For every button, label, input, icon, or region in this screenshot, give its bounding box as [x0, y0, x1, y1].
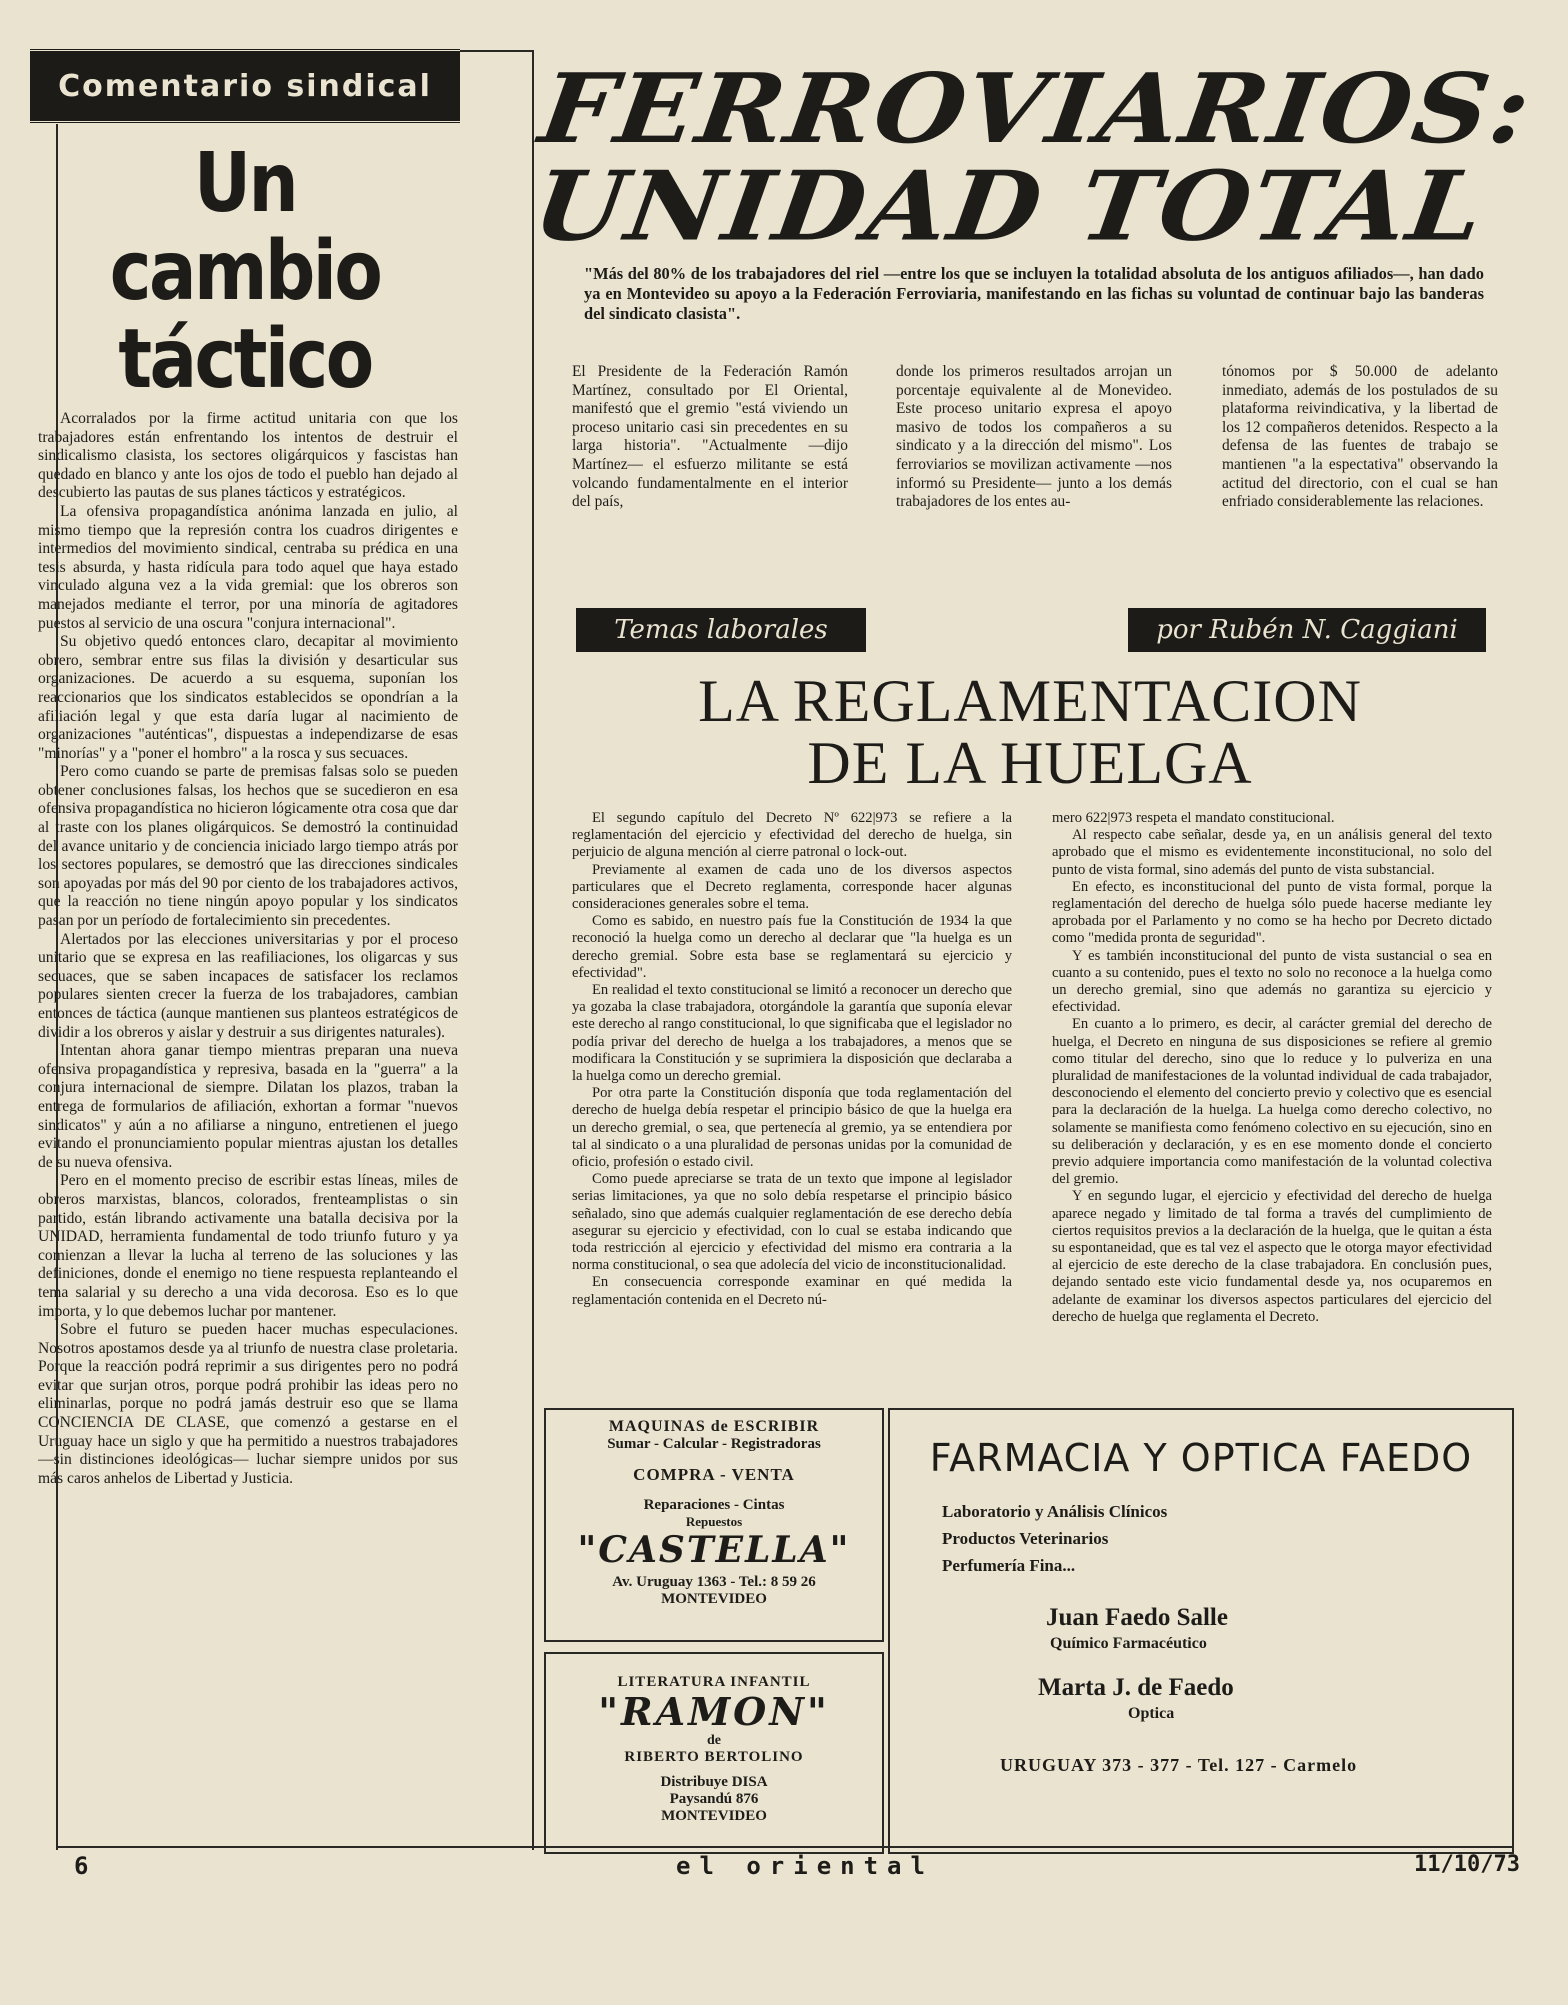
- paragraph: Y es también inconstitucional del punto de vista sustancial o sea en cuanto a su contenido, pues el texto no solo no reconoce a la huelga como un derecho gremial, sino que además no garantiza su ejercicio y efectividad.: [1052, 947, 1492, 1016]
- article-title: [560, 670, 1500, 794]
- ad-city: MONTEVIDEO: [661, 1591, 767, 1607]
- paragraph: Pero en el momento preciso de escribir estas líneas, miles de obreros marxistas, blancos, colorados, frenteamplistas o sin partido, están librando activamente una batalla decisiva por la UNIDAD, herramienta fundamental de todo triunfo futuro y ya comienzan a llevar la lucha al terreno de las soluciones y las definiciones, donde el enemigo no tiene respuesta replanteando el tema salarial y su derecho a una vida decorosa. Eso es lo que importa, y lo que debemos luchar por mantener.: [38, 1172, 458, 1320]
- ad-line: Distribuye DISA: [660, 1774, 768, 1790]
- ad-line: Sumar - Calcular - Registradoras: [607, 1436, 821, 1452]
- paragraph: La ofensiva propagandística anónima lanzada en julio, al mismo tiempo que la represión contra los cuadros dirigentes e intermedios del movimiento sindical, centraba su prédica en una tesis absurda, y hasta ridícula para todo aquel que haya estado vinculado alguna vez a la vida gremial: que los obreros son manejados mediante el terror, por una minoría de agitadores puestos al servicio de una oscura "conjura internacional".: [38, 502, 458, 632]
- ad-line: LITERATURA INFANTIL: [617, 1674, 811, 1690]
- paragraph: El segundo capítulo del Decreto Nº 622|973 se refiere a la reglamentación del ejercicio y efectividad del derecho de huelga, sin perjuicio de alguna mención al cierre patronal o lock-out.: [572, 810, 1012, 861]
- paragraph: Al respecto cabe señalar, desde ya, en un análisis general del texto aprobado que el mismo es evidentemente inconstitucional, no solo del punto de vista formal, sino además del punto de vista substancial.: [1052, 827, 1492, 878]
- ad-person-name: Marta J. de Faedo: [1038, 1674, 1234, 1701]
- left-headline: [69, 136, 422, 407]
- paragraph: Acorralados por la firme actitud unitaria con que los trabajadores están enfrentando los intentos de destruir el sindicalismo clasista, los sectores oligárquicos y fascistas han quedado en blanco y ante los ojos de todo el pueblo han dejado al descubierto las pautas de sus planes tácticos y estratégicos.: [38, 410, 458, 502]
- ad-title: FARMACIA Y OPTICA FAEDO: [929, 1436, 1473, 1480]
- paragraph: Intentan ahora ganar tiempo mientras preparan una nueva ofensiva propagandística y represiva, basada en la "guerra" a la conjura internacional de siempre. Dilatan los plazos, traban la entrega de formularios de afiliación, exhortan a formar "nuevos sindicatos" y aún a no afiliarse a ninguno, entretienen el juego evitando el pronunciamiento popular mientras ajustan los detalles de su nueva ofensiva.: [38, 1042, 458, 1171]
- main-headline-line: UNIDAD TOTAL: [526, 149, 1493, 263]
- ad-line: de: [707, 1733, 721, 1748]
- article-title-line: DE LA HUELGA: [807, 730, 1253, 796]
- ad-person-role: Optica: [1128, 1705, 1175, 1722]
- ferro-lead: "Más del 80% de los trabajadores del riel —entre los que se incluyen la totalidad absoluta de los antiguos afiliados—, han dado ya en Montevideo su apoyo a la Federación Ferroviaria, manifestando en las fichas su voluntad de continuar bajo las banderas del sindicato clasista".: [584, 264, 1484, 323]
- ad-address: URUGUAY 373 - 377 - Tel. 127 - Carmelo: [1000, 1755, 1358, 1775]
- ad-line: Repuestos: [685, 1514, 743, 1529]
- ad-brand-name: "RAMON": [598, 1689, 830, 1734]
- ad-service: Perfumería Fina...: [942, 1556, 1076, 1575]
- paragraph: Como puede apreciarse se trata de un texto que impone al legislador serias limitaciones, ya que no solo debía respetarse el principio básico señalado, sino que además cualquier reglamentación de ese derecho debía asegurar su ejercicio y efectividad, con lo cual se estaba indicando que toda restricción al ejercicio y efectividad del mismo era contraria a la norma constitucional, o sea que adolecía del vicio de inconstitucionalidad.: [572, 1171, 1012, 1274]
- ferro-columns: [572, 363, 1498, 563]
- footer-rule: [56, 1846, 1514, 1848]
- ad-line: MAQUINAS de ESCRIBIR: [608, 1418, 820, 1435]
- page-number: 6: [74, 1852, 89, 1880]
- ad-ramon: [544, 1652, 884, 1854]
- left-headline-line: táctico: [118, 312, 372, 407]
- paragraph: Como es sabido, en nuestro país fue la Constitución de 1934 la que reconoció la huelga como un derecho al declarar que "la huelga es un derecho gremial. Sobre esta base se reglamentará su ejercicio y efectividad".: [572, 913, 1012, 981]
- ad-city: MONTEVIDEO: [661, 1808, 767, 1824]
- paragraph: Pero como cuando se parte de premisas falsas solo se pueden obtener conclusiones falsas, los hechos que se sucedieron en esa ofensiva propagandística no hicieron lógicamente otra cosa que dar al traste con los planes oligárquicos. Se demostró la continuidad del avance unitario y de conciencia iniciado largo tiempo atrás por los sectores populares, se demostró que las direcciones sindicales son apoyadas por más del 90 por ciento de los trabajadores activos, que la reacción no tiene ningún apoyo popular y los sindicatos pasan por un período de fortalecimiento sin precedentes.: [38, 763, 458, 930]
- ad-line: Reparaciones - Cintas: [643, 1497, 785, 1513]
- paragraph: En efecto, es inconstitucional del punto de vista formal, porque la reglamentación del derecho de huelga sólo puede hacerse mediante ley aprobada por el Parlamento y no como se ha hecho por Decreto dictado como "medida pronta de seguridad".: [1052, 878, 1492, 947]
- ferro-column-3: tónomos por $ 50.000 de adelanto inmediato, además de los postulados de su plataforma reivindicativa, y la libertad de los 12 compañeros detenidos. Respecto a la defensa de las fuentes de trabajo se mantienen "a la espectativa" observando la actitud del directorio, con el cual se han enfriado considerablemente las relaciones.: [1222, 363, 1498, 511]
- ad-castella: [544, 1408, 884, 1642]
- article-title-line: LA REGLAMENTACION: [698, 668, 1362, 734]
- issue-date: 11/10/73: [1414, 1852, 1520, 1877]
- ad-address: Av. Uruguay 1363 - Tel.: 8 59 26: [612, 1574, 816, 1590]
- byline: por Rubén N. Caggiani: [1128, 608, 1486, 652]
- paragraph: En cuanto a lo primero, es decir, al carácter gremial del derecho de huelga, el Decreto en ninguna de sus disposiciones se refiere al gremio como titular del derecho, sino que lo reduce y lo pulveriza en una pluralidad de manifestaciones de la voluntad individual de cada trabajador, desconociendo el elemento del concierto previo y colectivo que es esencial para la declaración de la huelga. La huelga como derecho colectivo, no solamente se manifiesta como fenómeno colectivo en su ejecución, sino en su deliberación y declaración, y es en ese momento donde el concierto previo adquiere importancia como manifestación de la voluntad colectiva del gremio.: [1052, 1016, 1492, 1188]
- ad-service: Productos Veterinarios: [942, 1529, 1109, 1548]
- huelga-column-2: [1052, 810, 1492, 1400]
- left-article-body: [38, 410, 458, 1850]
- paragraph: Previamente al examen de cada uno de los diversos aspectos particulares que el Decreto reglamenta, corresponde hacer algunas consideraciones generales sobre el tema.: [572, 861, 1012, 913]
- paragraph: Por otra parte la Constitución disponía que toda reglamentación del derecho de huelga debía respetar el principio básico de que la huelga era un derecho gremial, o sea, que pertenecía al gremio, ya se entendiera por tal al sindicato o a una pluralidad de personas unidas por la comunidad de oficio, profesión o estado civil.: [572, 1085, 1012, 1171]
- paragraph: Alertados por las elecciones universitarias y por el proceso unitario que se expresa en las reafiliaciones, los oligarcas y sus secuaces, que se saben incapaces de satisfacer los reclamos populares sienten crecer la fuerza de los trabajadores, cambian entonces de táctica (aunque mantienen sus planteos estratégicos de dividir a los obreros y aislar y destruir a sus dirigentes naturales).: [38, 930, 458, 1041]
- ad-person-name: Juan Faedo Salle: [1046, 1604, 1228, 1631]
- main-headline: [521, 51, 1540, 263]
- ferro-column-1: El Presidente de la Federación Ramón Martínez, consultado por El Oriental, manifestó que el gremio "está viviendo un proceso unitario casi sin precedentes en su larga historia". "Actualmente —dijo Martínez— el esfuerzo militante se está volcando fundamentalmente en el interior del país,: [572, 363, 848, 511]
- ad-line: COMPRA - VENTA: [633, 1465, 795, 1484]
- main-headline-line: FERROVIARIOS:: [533, 51, 1540, 165]
- ad-line: RIBERTO BERTOLINO: [624, 1749, 804, 1765]
- huelga-column-1: [572, 810, 1012, 1400]
- ad-brand-name: "CASTELLA": [577, 1529, 851, 1571]
- section-kicker: Comentario sindical: [30, 48, 460, 124]
- paragraph: Sobre el futuro se pueden hacer muchas especulaciones. Nosotros apostamos desde ya al triunfo de nuestra clase proletaria. Porque la reacción podrá reprimir a sus dirigentes pero no podrá evitar que surjan otros, porque podrá prohibir las ideas pero no eliminarlas, porque no podrá jamás destruir eso que se llama CONCIENCIA DE CLASE, que comenzó a gestarse en el Uruguay hace un siglo y que ha permitido a nuestros trabajadores —sin distinciones ideológicas— luchar siempre unidos por sus más caros anhelos de Libertad y Justicia.: [38, 1321, 458, 1487]
- paragraph: mero 622|973 respeta el mandato constitucional.: [1052, 810, 1335, 826]
- ad-person-role: Químico Farmacéutico: [1050, 1635, 1207, 1652]
- ad-address: Paysandú 876: [669, 1791, 759, 1807]
- paragraph: Su objetivo quedó entonces claro, decapitar al movimiento obrero, sembrar entre sus filas la división y desarticular sus organizaciones. De acuerdo a su esquema, suponían los reaccionarios que los sindicatos establecidos se opondrían a la afiliación legal y que esta daría lugar al nacimiento de organizaciones "auténticas", dispuestas a independizarse de esas "minorías" y a "poner el hombro" a la rosca y sus secuaces.: [38, 633, 458, 762]
- section-tag: Temas laborales: [576, 608, 866, 652]
- paragraph: Y en segundo lugar, el ejercicio y efectividad del derecho de huelga aparece negado y limitado de tal forma a través del cumplimiento de ciertos requisitos previos a la declaración de la huelga, que le quitan a ésta su espontaneidad, que es tal vez el aspecto que le otorga mayor efectividad al ejercicio de este derecho de la clase trabajadora. En conclusión pues, dejando sentado este vicio fundamental desde ya, nos ocuparemos en adelante de examinar los diversos aspectos particulares del ejercicio del derecho de huelga que reglamenta el Decreto.: [1052, 1188, 1492, 1325]
- ad-service: Laboratorio y Análisis Clínicos: [942, 1502, 1168, 1521]
- ferro-column-2: donde los primeros resultados arrojan un porcentaje equivalente al de Monevideo. Este proceso unitario expresa el apoyo masivo de todos los compañeros a su sindicato y a la dirección del mismo". Los ferroviarios se movilizan activamente —nos informó su Presidente— junto a los demás trabajadores de los entes au-: [896, 363, 1172, 511]
- paragraph: En realidad el texto constitucional se limitó a reconocer un derecho que ya gozaba la clase trabajadora, otorgándole la garantía que suponía elevar este derecho al rango constitucional, lo que significaba que el legislador no podía privar del derecho de huelga a los trabajadores, a menos que se modificara la Constitución y se suprimiera la disposición que declaraba a la huelga como un derecho gremial.: [572, 982, 1012, 1085]
- newspaper-name: el oriental: [676, 1852, 934, 1880]
- ad-faedo: [888, 1408, 1514, 1854]
- paragraph: En consecuencia corresponde examinar en qué medida la reglamentación contenida en el Decreto nú-: [572, 1274, 1012, 1308]
- left-headline-line: Un cambio: [109, 136, 381, 319]
